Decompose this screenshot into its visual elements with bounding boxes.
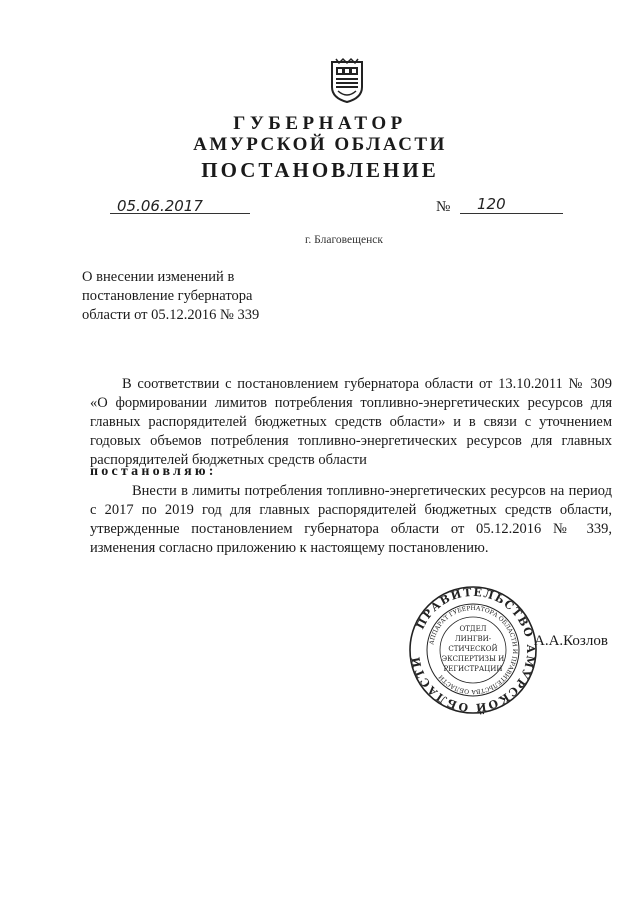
subject-line: области от 05.12.2016 № 339 (82, 307, 260, 323)
preamble-paragraph: В соответствии с постановлением губернатора области от 13.10.2011 № 309 «О формировании лимитов потребления топливно-энергетических ресурсов для главных распорядителей бюджетных средств области» и в связи с уточнением годовых объемов потребления топливно-энергетических ресурсов для главных распорядителей бюджетных средств области (90, 376, 612, 468)
document-number: 120 (477, 195, 506, 213)
region-heading: АМУРСКОЙ ОБЛАСТИ (193, 134, 447, 155)
coat-of-arms-icon (329, 57, 365, 103)
city-label: г. Благовещенск (305, 234, 383, 246)
stamp-center-line: ЭКСПЕРТИЗЫ И (441, 655, 505, 663)
document-subject (82, 268, 259, 325)
resolution-paragraph: Внести в лимиты потребления топливно-энергетических ресурсов на период с 2017 по 2019 год для главных распорядителей бюджетных средств области, утвержденные постановлением губернатора области от 05.12.2016 № 339, изменения согласно приложению к настоящему постановлению. (90, 483, 612, 556)
stamp-center-line: СТИЧЕСКОЙ (448, 645, 498, 653)
authority-heading: ГУБЕРНАТОР (233, 113, 407, 134)
number-underline (460, 213, 563, 214)
official-stamp-icon (408, 585, 538, 715)
decree-word: постановляю: (90, 464, 217, 479)
document-date: 05.06.2017 (117, 197, 203, 215)
subject-line: О внесении изменений в (82, 269, 235, 285)
number-label: № (436, 199, 451, 215)
document-type-title: ПОСТАНОВЛЕНИЕ (201, 158, 439, 182)
stamp-center-line: ЛИНГВИ- (454, 635, 492, 643)
signatory-name: А.А.Козлов (534, 633, 608, 649)
stamp-center-line: ОТДЕЛ (459, 625, 487, 633)
stamp-center-line: РЕГИСТРАЦИИ (443, 665, 503, 673)
subject-line: постановление губернатора (82, 288, 253, 304)
stamp-outer-text: ПРАВИТЕЛЬСТВО АМУРСКОЙ ОБЛАСТИ (409, 585, 538, 715)
stamp-inner-text: АППАРАТ ГУБЕРНАТОРА ОБЛАСТИ И ПРАВИТЕЛЬСТВА ОБЛАСТИ (428, 604, 519, 696)
